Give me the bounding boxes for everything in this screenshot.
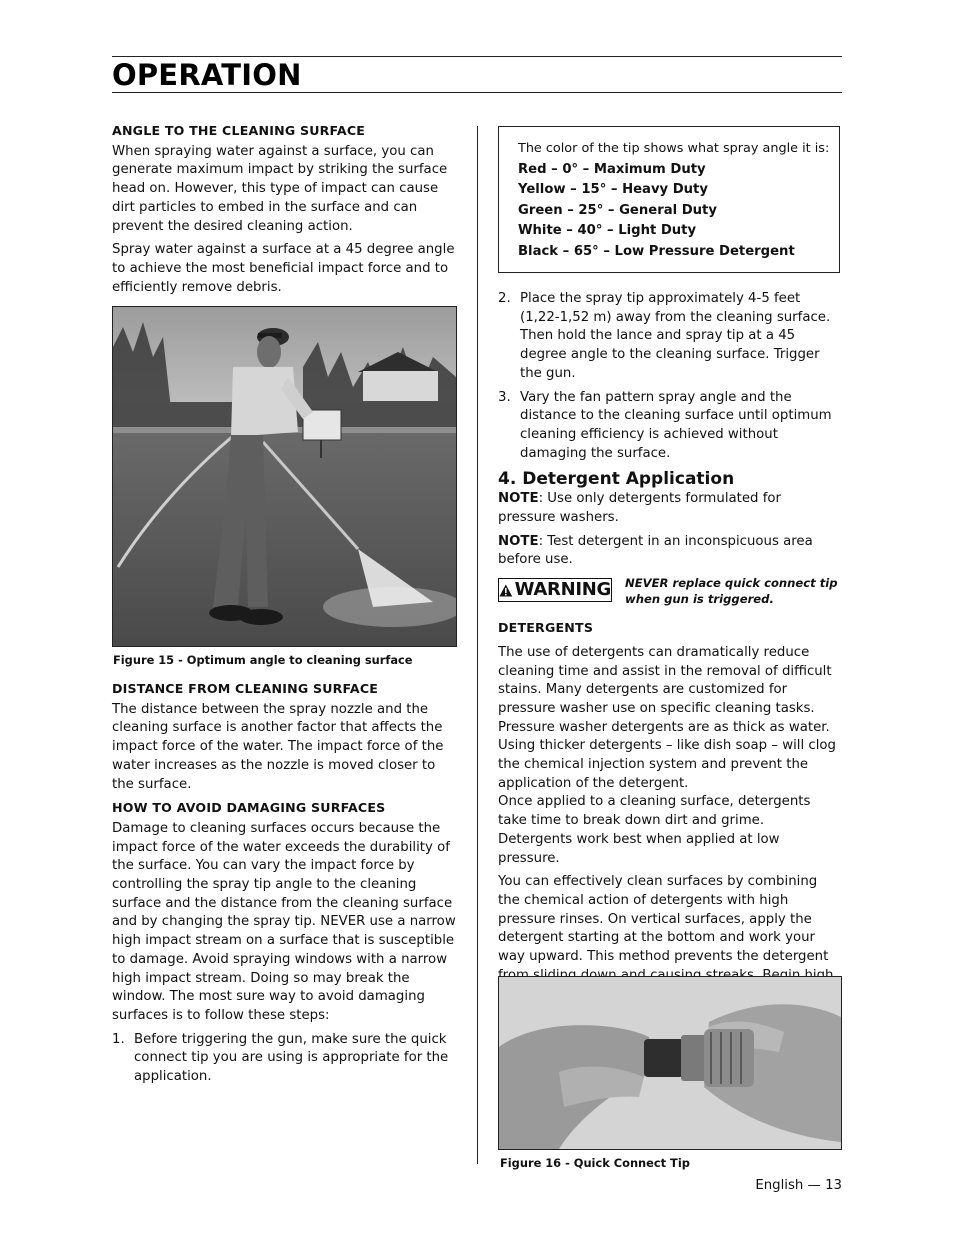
angle-paragraph-2: Spray water against a surface at a 45 degree angle to achieve the most beneficial impact force and to efficiently remove debris. <box>112 242 455 295</box>
avoid-damage-heading: HOW TO AVOID DAMAGING SURFACES <box>112 800 386 816</box>
detergents-paragraph-2: Once applied to a cleaning surface, detergents take time to break down dirt and grime. Detergents work best when applied at low pressure. <box>498 794 811 866</box>
header-bottom-rule <box>112 92 842 93</box>
tip-row-red: Red – 0° – Maximum Duty <box>518 161 706 177</box>
detergent-application-heading: 4. Detergent Application <box>498 469 735 490</box>
figure-15-caption: Figure 15 - Optimum angle to cleaning surface <box>113 653 413 667</box>
distance-paragraph: The distance between the spray nozzle and the cleaning surface is another factor that affects the impact force of the water. The impact force of the water increases as the nozzle is moved closer to the surface. <box>112 701 444 792</box>
note-label: NOTE <box>498 491 539 507</box>
note-1-text: : Use only detergents formulated for pressure washers. <box>498 491 782 526</box>
figure-15-photo <box>112 306 457 647</box>
page-title: OPERATION <box>112 58 302 92</box>
step-text: Place the spray tip approximately 4-5 feet (1,22-1,52 m) away from the cleaning surface. Then hold the lance and spray tip at a 45 degree angle to the cleaning surface. Trigger the gun. <box>520 291 831 381</box>
tip-box-intro: The color of the tip shows what spray angle it is: <box>518 141 830 156</box>
note-label: NOTE <box>498 533 539 549</box>
header-top-rule <box>112 56 842 57</box>
right-column <box>498 290 842 1028</box>
page-footer: English — 13 <box>755 1178 842 1193</box>
warning-badge <box>498 578 612 602</box>
steps-list-left <box>112 1031 457 1087</box>
step-number: 2. <box>498 291 511 306</box>
warning-label: WARNING <box>514 578 611 600</box>
avoid-damage-paragraph: Damage to cleaning surfaces occurs because the impact force of the water exceeds the durability of the surface. You can vary the impact force by controlling the spray tip angle to the cleaning surface and the distance from the cleaning surface and by changing the spray tip. NEVER use a narrow high impact stream on a surface that is susceptible to damage. Avoid spraying windows with a narrow high impact stream. Doing so may break the window. The most sure way to avoid damaging surfaces is to follow these steps: <box>112 820 456 1023</box>
tip-row-white: White – 40° – Light Duty <box>518 223 697 238</box>
angle-paragraph-1: When spraying water against a surface, you can generate maximum impact by striking the surface head on. However, this type of impact can cause dirt particles to embed in the surface and can prevent the desired cleaning action. <box>112 143 448 234</box>
note-1 <box>498 490 842 527</box>
tip-row-green: Green – 25° – General Duty <box>518 202 717 218</box>
angle-heading: ANGLE TO THE CLEANING SURFACE <box>112 123 366 138</box>
left-column-top <box>112 122 457 302</box>
tip-color-box <box>498 126 840 273</box>
note-2 <box>498 533 842 570</box>
step-text: Vary the fan pattern spray angle and the distance to the cleaning surface until optimum cleaning efficiency is achieved without damaging the surface. <box>520 389 832 461</box>
detergents-heading: DETERGENTS <box>498 620 594 636</box>
step-number: 1. <box>112 1031 125 1047</box>
distance-heading: DISTANCE FROM CLEANING SURFACE <box>112 681 379 696</box>
warning-text: NEVER replace quick connect tip when gun is triggered. <box>625 576 838 607</box>
warning-row <box>498 575 842 615</box>
list-item <box>498 389 842 464</box>
steps-list-right <box>498 290 842 463</box>
step-text: Before triggering the gun, make sure the quick connect tip you are using is appropriate for the application. <box>134 1031 449 1085</box>
figure-16-caption: Figure 16 - Quick Connect Tip <box>500 1156 690 1170</box>
step-number: 3. <box>498 389 511 405</box>
column-divider <box>477 126 478 1164</box>
warning-triangle-icon <box>499 583 513 598</box>
figure-16-photo <box>498 976 842 1150</box>
detergents-paragraph-3: You can effectively clean surfaces by combining the chemical action of detergents with high pressure rinses. On vertical surfaces, apply the detergent starting at the bottom and work your way upward. This method prevents the detergent <box>498 874 829 965</box>
list-item <box>112 1031 457 1087</box>
list-item <box>498 290 842 384</box>
note-2-text: : Test detergent in an inconspicuous area before use. <box>498 533 813 568</box>
pressure-washing-illustration <box>113 307 456 646</box>
quick-connect-tip-illustration <box>499 977 841 1149</box>
left-column-bottom <box>112 680 457 1092</box>
tip-row-black: Black – 65° – Low Pressure Detergent <box>518 243 795 259</box>
tip-row-yellow: Yellow – 15° – Heavy Duty <box>518 182 708 197</box>
detergents-paragraph-1: The use of detergents can dramatically reduce cleaning time and assist in the removal of difficult stains. Many detergents are customized for pressure washer use on specific cleaning tasks. Pressure washer detergents are as thick as water. Using thicker detergents – like dish soap – will clog the chemical injection system and prevent the application of the detergent. <box>498 644 836 791</box>
